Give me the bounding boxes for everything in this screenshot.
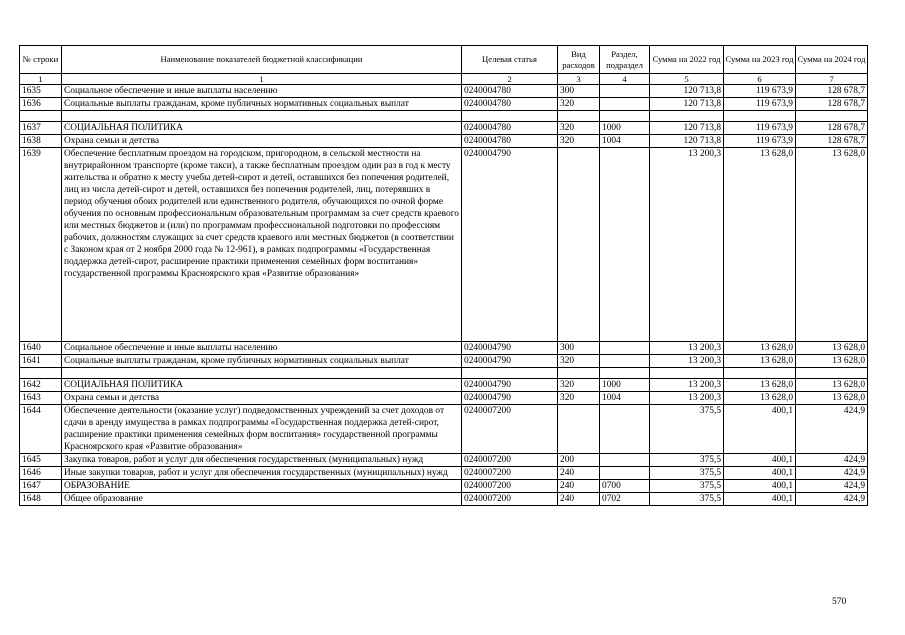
spacer-row (20, 368, 868, 379)
row-target: 0240004790 (462, 379, 558, 392)
row-name: ОБРАЗОВАНИЕ (62, 480, 462, 493)
header-sum-2022: Сумма на 2022 год (650, 46, 724, 74)
row-sum-2023: 13 628,0 (724, 148, 796, 342)
row-target: 0240004790 (462, 342, 558, 355)
header-sum-2023: Сумма на 2023 год (724, 46, 796, 74)
row-type: 240 (558, 493, 600, 506)
table-row (20, 135, 868, 148)
row-target: 0240007200 (462, 405, 558, 454)
row-type: 240 (558, 467, 600, 480)
column-numbers-row (20, 74, 868, 85)
row-name: Обеспечение бесплатным проездом на городском, пригородном, в сельской местности на внутрирайонном транспорте (кроме такси), а также бесплатным проездом один раз в год к месту жительства и обратно к месту учебы детей-сирот и детей, оставшихся без попечения родителей, лиц из числа детей-сирот и детей, оставшихся без попечения родителей, лиц, потерявших в период обучения обоих родителей или единственного родителя, обучающихся по очной форме обучения по основным профессиональным образовательным программам за счет средств краевого или местных бюджетов и (или) по программам профессиональной подготовки по профессиям рабочих, должностям служащих за счет средств краевого или местных бюджетов (в соответствии с Законом края от 2 ноября 2000 года № 12-961), в рамках подпрограммы «Государственная поддержка детей-сирот, расширение практики применения семейных форм воспитания» государственной программы Красноярского края «Развитие образования» (62, 148, 462, 342)
row-type: 240 (558, 480, 600, 493)
row-no: 1641 (20, 355, 62, 368)
row-target: 0240007200 (462, 454, 558, 467)
row-sum-2024: 13 628,0 (796, 379, 868, 392)
row-section: 0702 (600, 493, 650, 506)
row-no: 1645 (20, 454, 62, 467)
table-row (20, 467, 868, 480)
column-number: 2 (462, 74, 558, 85)
row-type: 320 (558, 355, 600, 368)
row-sum-2023: 400,1 (724, 480, 796, 493)
row-sum-2024: 13 628,0 (796, 148, 868, 342)
row-sum-2023: 13 628,0 (724, 379, 796, 392)
row-type: 320 (558, 379, 600, 392)
table-row (20, 148, 868, 342)
row-type: 320 (558, 392, 600, 405)
row-sum-2024: 128 678,7 (796, 135, 868, 148)
row-name: Социальные выплаты гражданам, кроме публичных нормативных социальных выплат (62, 98, 462, 111)
row-section (600, 85, 650, 98)
row-sum-2023: 400,1 (724, 467, 796, 480)
row-sum-2023: 13 628,0 (724, 342, 796, 355)
row-name: Социальное обеспечение и иные выплаты населению (62, 342, 462, 355)
table-row (20, 405, 868, 454)
row-name: СОЦИАЛЬНАЯ ПОЛИТИКА (62, 379, 462, 392)
header-name: Наименование показателей бюджетной классификации (62, 46, 462, 74)
row-name: СОЦИАЛЬНАЯ ПОЛИТИКА (62, 122, 462, 135)
row-sum-2022: 375,5 (650, 493, 724, 506)
row-target: 0240004780 (462, 85, 558, 98)
row-sum-2022: 13 200,3 (650, 392, 724, 405)
column-number: 7 (796, 74, 868, 85)
column-number: 6 (724, 74, 796, 85)
table-row (20, 379, 868, 392)
row-no: 1648 (20, 493, 62, 506)
row-section (600, 405, 650, 454)
row-no: 1637 (20, 122, 62, 135)
row-sum-2024: 13 628,0 (796, 355, 868, 368)
header-exp-type: Вид расходов (558, 46, 600, 74)
row-sum-2023: 119 673,9 (724, 85, 796, 98)
row-sum-2024: 424,9 (796, 454, 868, 467)
row-sum-2023: 119 673,9 (724, 98, 796, 111)
row-section (600, 98, 650, 111)
row-no: 1640 (20, 342, 62, 355)
table-row (20, 480, 868, 493)
column-number: 1 (20, 74, 62, 85)
row-name: Иные закупки товаров, работ и услуг для обеспечения государственных (муниципальных) нужд (62, 467, 462, 480)
row-target: 0240004780 (462, 135, 558, 148)
row-no: 1636 (20, 98, 62, 111)
row-type (558, 148, 600, 342)
row-name: Социальные выплаты гражданам, кроме публичных нормативных социальных выплат (62, 355, 462, 368)
row-type: 320 (558, 135, 600, 148)
row-type: 320 (558, 122, 600, 135)
row-section: 1000 (600, 122, 650, 135)
row-name: Общее образование (62, 493, 462, 506)
row-sum-2022: 375,5 (650, 405, 724, 454)
row-sum-2022: 120 713,8 (650, 122, 724, 135)
row-type: 300 (558, 342, 600, 355)
row-section: 1004 (600, 135, 650, 148)
row-no: 1647 (20, 480, 62, 493)
column-number: 1 (62, 74, 462, 85)
row-section: 0700 (600, 480, 650, 493)
row-sum-2024: 13 628,0 (796, 392, 868, 405)
row-target: 0240004790 (462, 355, 558, 368)
row-no: 1644 (20, 405, 62, 454)
row-target: 0240007200 (462, 493, 558, 506)
column-number: 3 (558, 74, 600, 85)
row-no: 1643 (20, 392, 62, 405)
row-section: 1000 (600, 379, 650, 392)
table-row (20, 98, 868, 111)
row-target: 0240004780 (462, 122, 558, 135)
row-sum-2024: 128 678,7 (796, 122, 868, 135)
row-name: Закупка товаров, работ и услуг для обеспечения государственных (муниципальных) нужд (62, 454, 462, 467)
row-sum-2022: 13 200,3 (650, 342, 724, 355)
row-sum-2023: 400,1 (724, 493, 796, 506)
header-section: Раздел, подраздел (600, 46, 650, 74)
table-row (20, 85, 868, 98)
row-sum-2022: 13 200,3 (650, 355, 724, 368)
row-sum-2024: 424,9 (796, 493, 868, 506)
row-sum-2023: 119 673,9 (724, 135, 796, 148)
column-number: 4 (600, 74, 650, 85)
row-target: 0240004790 (462, 148, 558, 342)
header-target: Целевая статья (462, 46, 558, 74)
row-sum-2023: 400,1 (724, 405, 796, 454)
row-type: 320 (558, 98, 600, 111)
header-sum-2024: Сумма на 2024 год (796, 46, 868, 74)
row-sum-2023: 13 628,0 (724, 355, 796, 368)
row-sum-2024: 13 628,0 (796, 342, 868, 355)
row-target: 0240004790 (462, 392, 558, 405)
row-section: 1004 (600, 392, 650, 405)
row-target: 0240007200 (462, 480, 558, 493)
row-section (600, 454, 650, 467)
row-sum-2022: 13 200,3 (650, 379, 724, 392)
row-type (558, 405, 600, 454)
row-sum-2022: 120 713,8 (650, 135, 724, 148)
row-type: 200 (558, 454, 600, 467)
page-number: 570 (832, 597, 847, 607)
row-no: 1646 (20, 467, 62, 480)
row-sum-2022: 375,5 (650, 467, 724, 480)
row-no: 1635 (20, 85, 62, 98)
row-section (600, 467, 650, 480)
row-name: Охрана семьи и детства (62, 135, 462, 148)
row-sum-2024: 424,9 (796, 405, 868, 454)
row-sum-2022: 375,5 (650, 480, 724, 493)
row-section (600, 148, 650, 342)
row-target: 0240004780 (462, 98, 558, 111)
row-sum-2024: 128 678,7 (796, 98, 868, 111)
row-sum-2023: 119 673,9 (724, 122, 796, 135)
row-name: Социальное обеспечение и иные выплаты населению (62, 85, 462, 98)
header-row (20, 46, 868, 74)
row-sum-2022: 120 713,8 (650, 98, 724, 111)
table-row (20, 493, 868, 506)
row-no: 1638 (20, 135, 62, 148)
row-sum-2024: 128 678,7 (796, 85, 868, 98)
row-sum-2024: 424,9 (796, 480, 868, 493)
table-row (20, 342, 868, 355)
table-row (20, 355, 868, 368)
table-row (20, 454, 868, 467)
row-target: 0240007200 (462, 467, 558, 480)
spacer-row (20, 111, 868, 122)
row-sum-2023: 13 628,0 (724, 392, 796, 405)
row-type: 300 (558, 85, 600, 98)
table-row (20, 392, 868, 405)
row-name: Обеспечение деятельности (оказание услуг) подведомственных учреждений за счет доходов от сдачи в аренду имущества в рамках подпрограммы «Государственная поддержка детей-сирот, расширение практики применения семейных форм воспитания» государственной программы Красноярского края «Развитие образования» (62, 405, 462, 454)
row-sum-2022: 375,5 (650, 454, 724, 467)
row-sum-2022: 13 200,3 (650, 148, 724, 342)
header-row-no: № строки (20, 46, 62, 74)
row-name: Охрана семьи и детства (62, 392, 462, 405)
row-no: 1639 (20, 148, 62, 342)
table-row (20, 122, 868, 135)
row-no: 1642 (20, 379, 62, 392)
row-section (600, 342, 650, 355)
row-sum-2023: 400,1 (724, 454, 796, 467)
budget-table (19, 45, 868, 506)
row-section (600, 355, 650, 368)
column-number: 5 (650, 74, 724, 85)
row-sum-2024: 424,9 (796, 467, 868, 480)
row-sum-2022: 120 713,8 (650, 85, 724, 98)
